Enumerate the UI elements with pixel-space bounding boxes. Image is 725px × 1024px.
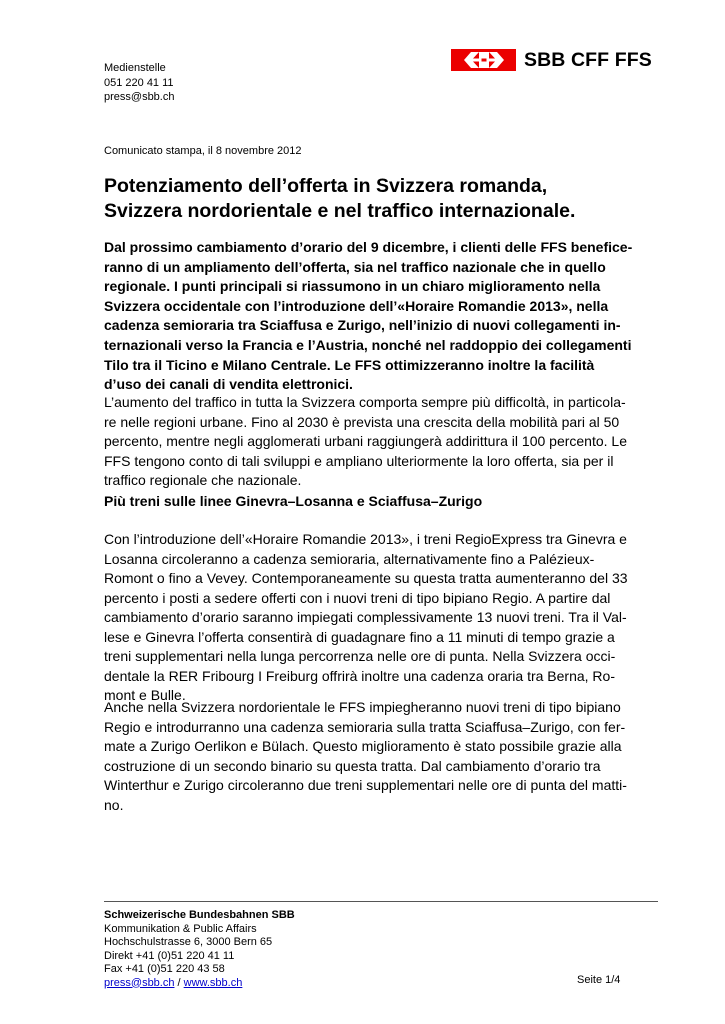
paragraph-line: costruzione di un secondo binario su questa tratta. Dal cambiamento d’orario tra [104,757,601,774]
paragraph-line: dentale la RER Fribourg I Freiburg offrirà inoltre una cadenza oraria tra Berna, Ro- [104,667,615,684]
paragraph-line: mont e Bulle. [104,687,186,703]
lead-line: regionale. I punti principali si riassumono in un chiaro miglioramento nella [104,278,601,295]
paragraph-line: traffico regionale che nazionale. [104,472,302,488]
contact-department: Medienstelle [104,62,166,74]
footer-department: Kommunikation & Public Affairs [104,922,257,935]
lead-line: Tilo tra il Ticino e Milano Centrale. Le FFS ottimizzeranno inoltre la facilità [104,356,595,373]
logo-wordmark: SBB CFF FFS [524,49,652,71]
footer-organization: Schweizerische Bundesbahnen SBB [104,909,295,921]
footer-divider [104,901,658,902]
swiss-railways-arrows-icon [464,52,504,68]
lead-line: Svizzera occidentale con l’introduzione dell’«Horaire Romandie 2013», nella [104,297,609,314]
paragraph-line: Con l’introduzione dell’«Horaire Romandie 2013», i treni RegioExpress tra Ginevra e [104,531,627,547]
title-line: Potenziamento dell’offerta in Svizzera romanda, [104,175,548,197]
paragraph-line: re nelle regioni urbane. Fino al 2030 è prevista una crescita della mobilità pari al 50 [104,413,620,430]
footer [104,909,295,990]
media-contact [104,61,174,105]
footer-web-link[interactable]: www.sbb.ch [183,976,243,989]
title-line: Svizzera nordorientale e nel traffico internazionale. [104,200,576,222]
paragraph-line: Losanna circoleranno a cadenza semioraria, alternativamente fino a Palézieux- [104,550,595,567]
paragraph-line: Winterthur e Zurigo circoleranno due treni supplementari nelle ore di punta del matti- [104,777,627,793]
footer-fax: Fax +41 (0)51 220 43 58 [104,963,225,975]
paragraph-line: no. [104,796,124,813]
lead-line: ranno di un ampliamento dell’offerta, sia nel traffico nazionale che in quello [104,258,606,275]
footer-email-link[interactable]: press@sbb.ch [104,976,175,989]
paragraph-line: cambiamento d’orario saranno impiegati complessivamente 13 nuovi treni. Tra il Val- [104,609,627,625]
lead-line: cadenza semioraria tra Sciaffusa e Zurigo, nell’inizio di nuovi collegamenti in- [104,317,621,334]
paragraph-line: lese e Ginevra l’offerta consentirà di guadagnare fino a 11 minuti di tempo grazie a [104,628,615,645]
lead-line: d’uso dei canali di vendita elettronici. [104,376,353,393]
footer-direct-phone: Direkt +41 (0)51 220 41 11 [104,949,235,962]
paragraph-line: treni supplementari nella lunga percorrenza nelle ore di punta. Nella Svizzera occi- [104,648,616,664]
paragraph-line: FFS tengono conto di tali sviluppi e ampliano ulteriormente la loro offerta, sia per il [104,452,614,469]
paragraph-line: Regio e introdurranno una cadenza semioraria sulla tratta Sciaffusa–Zurigo, con fer- [104,718,626,735]
press-release-date: Comunicato stampa, il 8 novembre 2012 [104,145,302,157]
contact-phone: 051 220 41 11 [104,76,174,89]
body-paragraph-2 [104,530,664,706]
sbb-logo [451,49,652,71]
section-subheading: Più treni sulle linee Ginevra–Losanna e Sciaffusa–Zurigo [104,493,483,509]
paragraph-line: L’aumento del traffico in tutta la Svizzera comporta sempre più difficoltà, in particola- [104,394,626,410]
lead-line: Dal prossimo cambiamento d’orario del 9 dicembre, i clienti delle FFS benefice- [104,239,633,255]
body-paragraph-3 [104,698,664,815]
paragraph-line: mate a Zurigo Oerlikon e Bülach. Questo miglioramento è stato possibile grazie alla [104,738,622,754]
contact-email: press@sbb.ch [104,91,175,103]
lead-line: ternazionali verso la Francia e l’Austria, nonché nel raddoppio dei collegamenti [104,336,632,353]
footer-address: Hochschulstrasse 6, 3000 Bern 65 [104,936,273,948]
footer-links [104,977,295,991]
paragraph-line: percento, mentre negli agglomerati urbani raggiungerà addirittura il 100 percento. Le [104,433,627,449]
body-paragraph-1 [104,393,664,491]
paragraph-line: Romont o fino a Vevey. Contemporaneamente su questa tratta aumenteranno del 33 [104,570,628,586]
logo-mark [451,49,516,71]
page-number: Seite 1/4 [577,974,621,986]
page-title [104,174,664,224]
footer-link-separator: / [174,976,184,989]
lead-paragraph [104,238,664,395]
paragraph-line: percento i posti a sedere offerti con i nuovi treni di tipo bipiano Regio. A partire dal [104,589,611,606]
paragraph-line: Anche nella Svizzera nordorientale le FFS impiegheranno nuovi treni di tipo bipiano [104,699,621,715]
